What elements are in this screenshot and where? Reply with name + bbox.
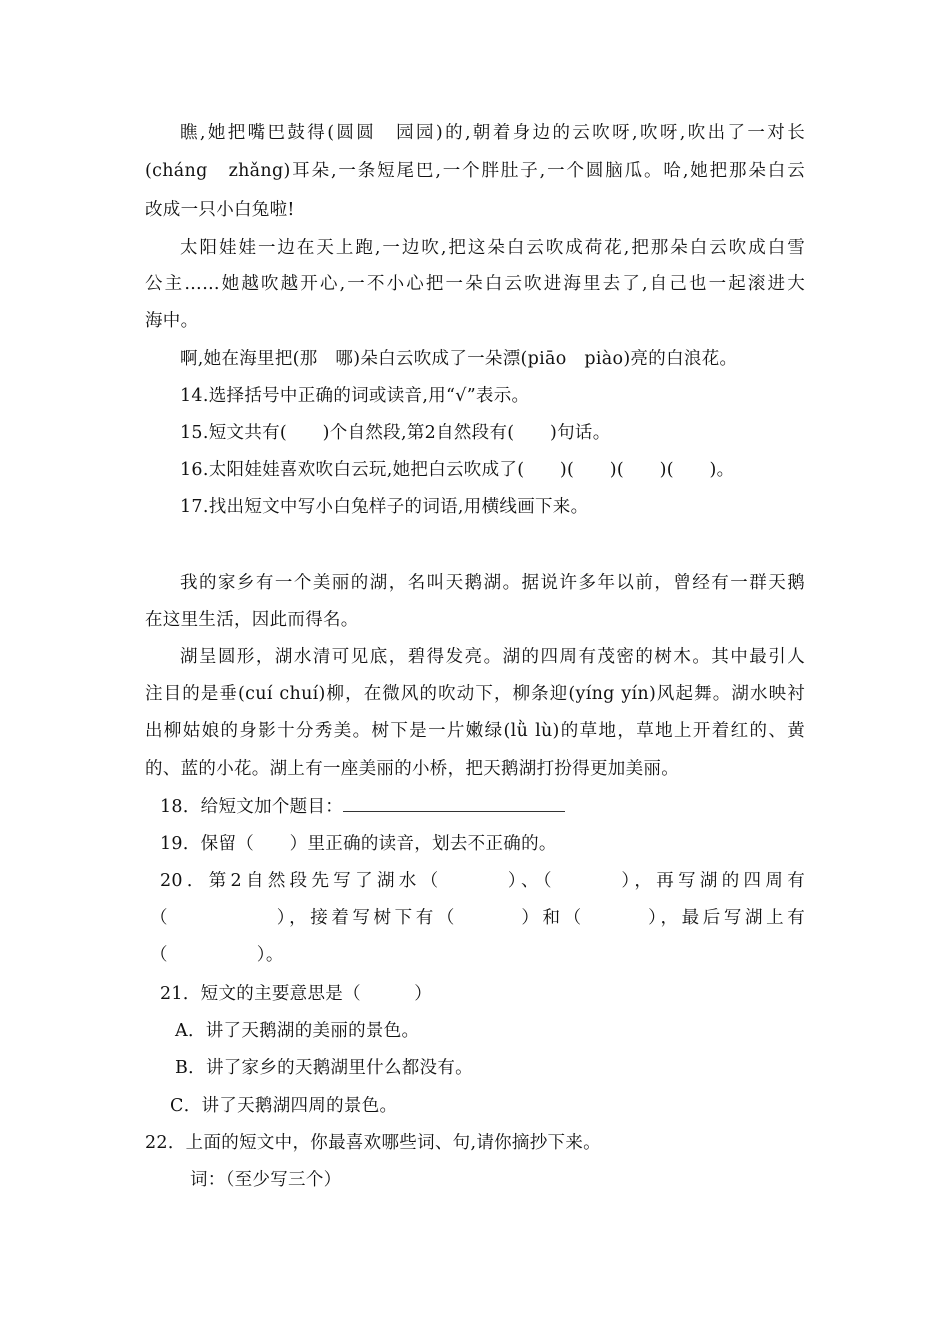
question-17: 17.找出短文中写小白兔样子的词语,用横线画下来。 (180, 497, 589, 517)
question-20-line: （ ）。 (150, 945, 284, 965)
question-18 (160, 795, 565, 819)
passage-1-line: 太阳娃娃一边在天上跑,一边吹,把这朵白云吹成荷花,把那朵白云吹成白雪 (180, 238, 805, 258)
passage-1-line: 改成一只小白兔啦! (145, 200, 295, 220)
question-18-text: 18．给短文加个题目： (160, 797, 344, 817)
question-21: 21．短文的主要意思是（ ） (160, 984, 433, 1004)
question-20-line: （ ），接着写树下有（ ）和（ ），最后写湖上有 (150, 908, 805, 928)
passage-2-line: 湖呈圆形，湖水清可见底，碧得发亮。湖的四周有茂密的树木。其中最引人 (180, 647, 805, 667)
passage-2-line: 出柳姑娘的身影十分秀美。树下是一片嫩绿(lǜ lù)的草地，草地上开着红的、黄 (145, 721, 805, 741)
passage-2-line: 我的家乡有一个美丽的湖，名叫天鹅湖。据说许多年以前，曾经有一群天鹅 (180, 573, 805, 593)
passage-1-line: 海中。 (145, 311, 199, 331)
title-answer-blank[interactable] (343, 811, 565, 812)
passage-1-line: (cháng zhǎng)耳朵,一条短尾巴,一个胖肚子,一个圆脑瓜。哈,她把那朵白云 (145, 161, 805, 181)
question-22: 22．上面的短文中，你最喜欢哪些词、句,请你摘抄下来。 (145, 1133, 601, 1153)
question-22-words-prompt: 词：（至少写三个） (190, 1170, 342, 1190)
option-c[interactable]: C．讲了天鹅湖四周的景色。 (170, 1096, 398, 1116)
option-b[interactable]: B．讲了家乡的天鹅湖里什么都没有。 (175, 1058, 473, 1078)
passage-2-line: 在这里生活，因此而得名。 (145, 610, 359, 630)
question-16: 16.太阳娃娃喜欢吹白云玩,她把白云吹成了( )( )( )( )。 (180, 460, 735, 480)
passage-1-line: 啊,她在海里把(那 哪)朵白云吹成了一朵漂(piāo piào)亮的白浪花。 (180, 349, 738, 369)
passage-1-line: 公主……她越吹越开心,一不小心把一朵白云吹进海里去了,自己也一起滚进大 (145, 274, 805, 294)
question-14: 14.选择括号中正确的词或读音,用“√”表示。 (180, 386, 530, 406)
question-19: 19．保留（ ）里正确的读音，划去不正确的。 (160, 834, 557, 854)
question-15: 15.短文共有( )个自然段,第2自然段有( )句话。 (180, 423, 611, 443)
question-20-line: 20．第2自然段先写了湖水（ ）、（ ），再写湖的四周有 (160, 871, 805, 891)
passage-1-line: 瞧,她把嘴巴鼓得(圆圆 园园)的,朝着身边的云吹呀,吹呀,吹出了一对长 (180, 123, 805, 143)
passage-2-line: 注目的是垂(cuí chuí)柳，在微风的吹动下，柳条迎(yíng yín)风起舞。湖水映衬 (145, 684, 805, 704)
passage-2-line: 的、蓝的小花。湖上有一座美丽的小桥，把天鹅湖打扮得更加美丽。 (145, 759, 679, 779)
option-a[interactable]: A．讲了天鹅湖的美丽的景色。 (175, 1021, 420, 1041)
